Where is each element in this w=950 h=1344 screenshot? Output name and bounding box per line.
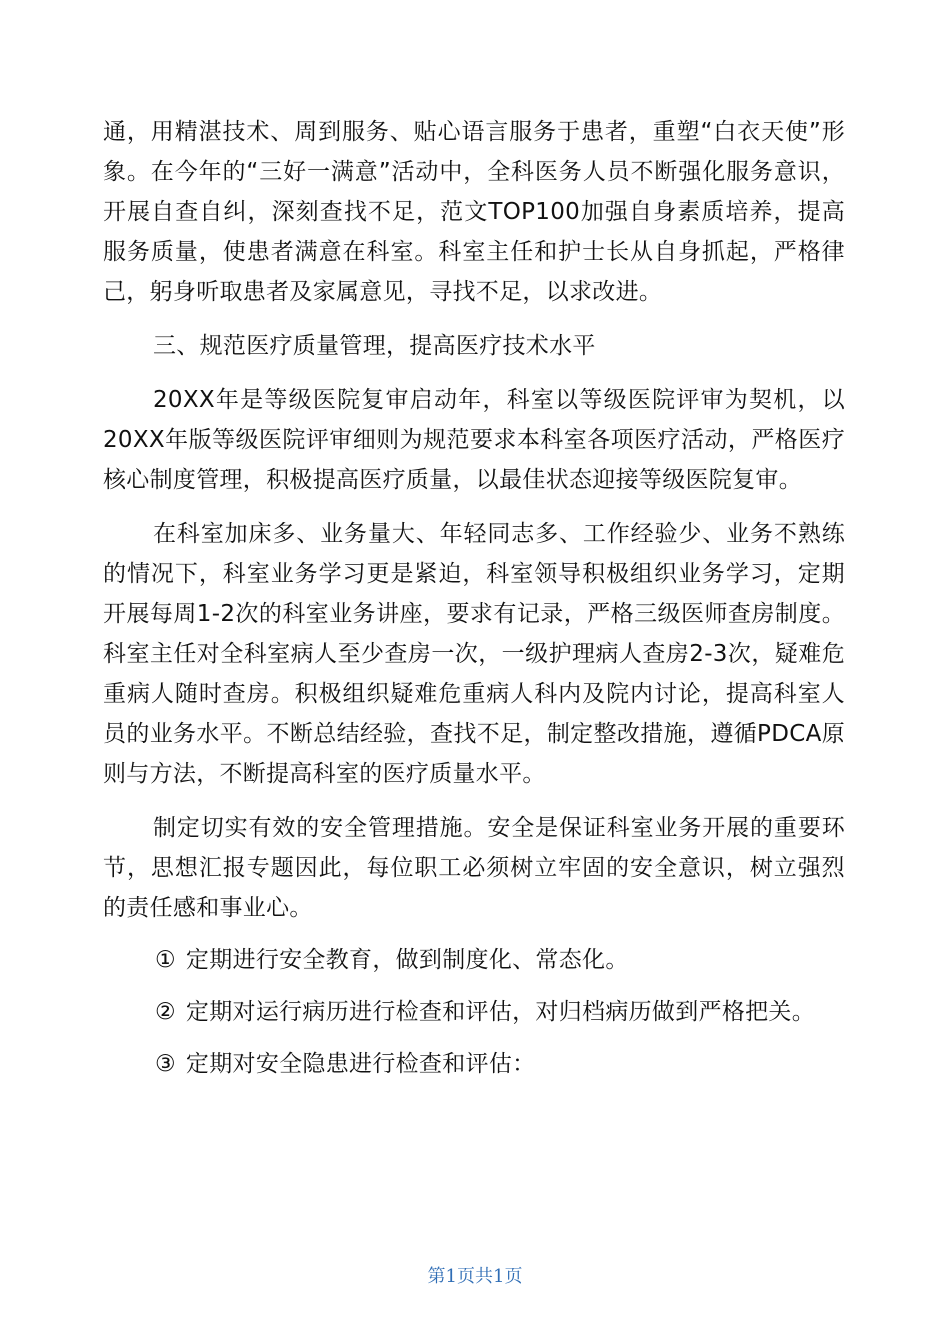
list-item [103, 940, 845, 980]
document-body [103, 112, 845, 1084]
list-text: 定期对安全隐患进行检查和评估： [185, 1051, 536, 1077]
list-number: ③ [155, 1051, 176, 1077]
page-footer: 第1页共1页 [427, 1266, 523, 1287]
paragraph-continuation: 通，用精湛技术、周到服务、贴心语言服务于患者，重塑“白衣天使”形象。在今年的“三好一满意”活动中，全科医务人员不断强化服务意识，开展自查自纠，深刻查找不足，范文TOP100加强自身素质培养，提高服务质量，使患者满意在科室。科室主任和护士长从自身抓起，严格律己，躬身听取患者及家属意见，寻找不足，以求改进。 [103, 119, 845, 305]
list-text: 定期进行安全教育，做到制度化、常态化。 [185, 947, 629, 973]
paragraph-training: 在科室加床多、业务量大、年轻同志多、工作经验少、业务不熟练的情况下，科室业务学习更是紧迫，科室领导积极组织业务学习，定期开展每周1-2次的科室业务讲座，要求有记录，严格三级医师查房制度。科室主任对全科室病人至少查房一次，一级护理病人查房2-3次，疑难危重病人随时查房。积极组织疑难危重病人科内及院内讨论，提高科室人员的业务水平。不断总结经验，查找不足，制定整改措施，遵循PDCA原则与方法，不断提高科室的医疗质量水平。 [103, 521, 845, 787]
list-text: 定期对运行病历进行检查和评估，对归档病历做到严格把关。 [185, 999, 816, 1025]
list-item [103, 992, 845, 1032]
list-number: ② [155, 999, 176, 1025]
list-item [103, 1044, 845, 1084]
paragraph-review-year: 20XX年是等级医院复审启动年，科室以等级医院评审为契机，以20XX年版等级医院评审细则为规范要求本科室各项医疗活动，严格医疗核心制度管理，积极提高医疗质量，以最佳状态迎接等级医院复审。 [103, 387, 845, 493]
section-heading: 三、规范医疗质量管理，提高医疗技术水平 [153, 333, 596, 359]
paragraph-safety: 制定切实有效的安全管理措施。安全是保证科室业务开展的重要环节，思想汇报专题因此，每位职工必须树立牢固的安全意识，树立强烈的责任感和事业心。 [103, 815, 845, 921]
list-number: ① [155, 947, 176, 973]
